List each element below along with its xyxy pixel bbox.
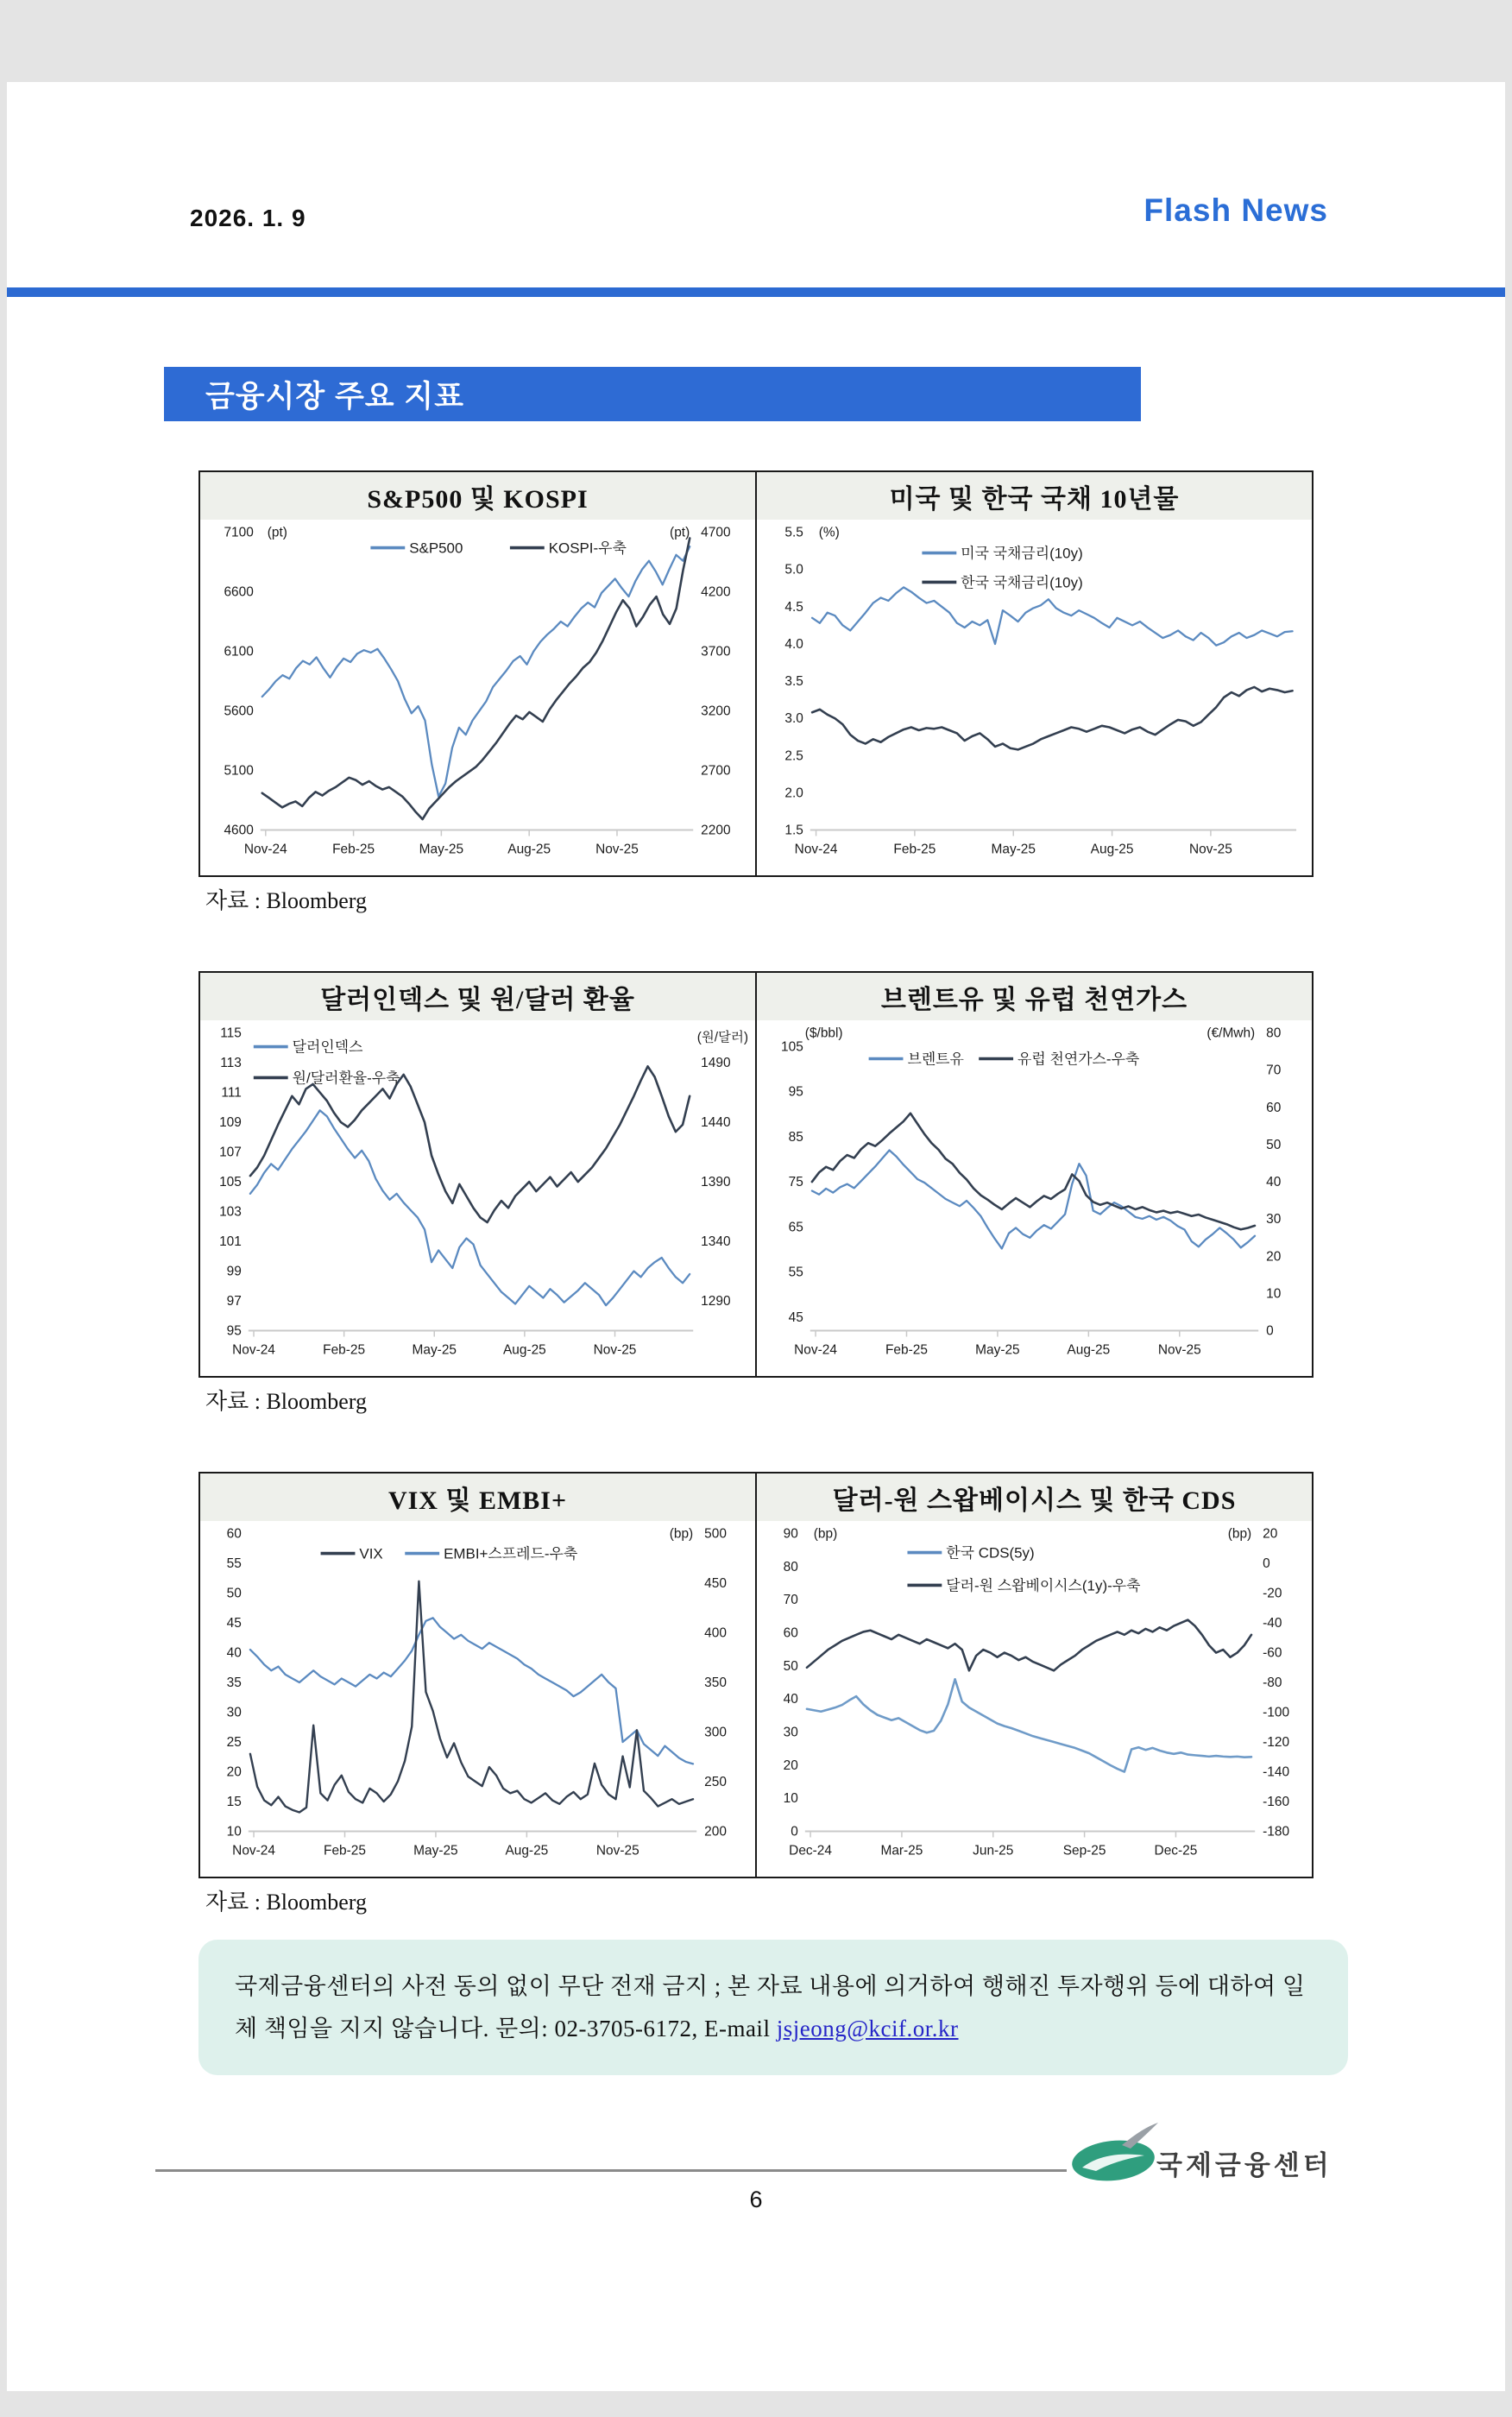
svg-text:60: 60 — [226, 1526, 242, 1542]
report-page — [7, 82, 1505, 2391]
svg-text:5600: 5600 — [224, 704, 254, 719]
svg-text:10: 10 — [226, 1824, 242, 1840]
svg-text:75: 75 — [788, 1175, 803, 1190]
svg-text:Sep-25: Sep-25 — [1062, 1843, 1106, 1859]
svg-text:미국 국채금리(10y): 미국 국채금리(10y) — [961, 545, 1083, 562]
svg-text:10: 10 — [783, 1791, 798, 1807]
svg-text:(%): (%) — [818, 525, 840, 540]
svg-text:(원/달러): (원/달러) — [696, 1030, 749, 1045]
svg-text:0: 0 — [1266, 1323, 1274, 1339]
svg-text:-80: -80 — [1263, 1675, 1282, 1691]
chart-title: S&P500 및 KOSPI — [200, 472, 755, 520]
svg-text:-20: -20 — [1263, 1586, 1282, 1601]
svg-text:250: 250 — [704, 1775, 727, 1790]
source-note-3: 자료 : Bloomberg — [205, 1890, 367, 1915]
svg-text:35: 35 — [226, 1675, 242, 1691]
svg-text:70: 70 — [783, 1593, 798, 1608]
svg-text:2700: 2700 — [701, 763, 731, 779]
svg-text:May-25: May-25 — [419, 842, 464, 857]
svg-text:Mar-25: Mar-25 — [880, 1843, 923, 1859]
svg-text:May-25: May-25 — [975, 1342, 1020, 1358]
svg-text:3200: 3200 — [701, 704, 731, 719]
svg-text:3700: 3700 — [701, 644, 731, 659]
svg-text:1390: 1390 — [701, 1175, 731, 1190]
svg-text:May-25: May-25 — [412, 1342, 457, 1358]
svg-text:Aug-25: Aug-25 — [1067, 1342, 1111, 1358]
svg-text:30: 30 — [226, 1705, 242, 1720]
svg-text:1340: 1340 — [701, 1234, 731, 1250]
svg-text:20: 20 — [226, 1764, 242, 1780]
svg-text:-40: -40 — [1263, 1616, 1282, 1631]
svg-text:55: 55 — [788, 1265, 803, 1280]
svg-text:(bp): (bp) — [669, 1526, 694, 1542]
svg-text:85: 85 — [788, 1129, 803, 1145]
svg-text:Dec-24: Dec-24 — [789, 1843, 832, 1859]
svg-text:105: 105 — [781, 1039, 803, 1055]
svg-text:-140: -140 — [1263, 1764, 1290, 1780]
svg-text:80: 80 — [1266, 1025, 1282, 1041]
svg-text:Aug-25: Aug-25 — [507, 842, 551, 857]
svg-text:(bp): (bp) — [1227, 1526, 1252, 1542]
svg-text:Nov-24: Nov-24 — [232, 1342, 275, 1358]
svg-text:5.0: 5.0 — [784, 562, 803, 577]
page-number: 6 — [749, 2187, 763, 2212]
svg-text:May-25: May-25 — [413, 1843, 458, 1859]
svg-text:Nov-25: Nov-25 — [595, 1843, 639, 1859]
svg-text:Nov-24: Nov-24 — [794, 1342, 837, 1358]
chart-us-kr-10y — [757, 470, 1314, 877]
svg-text:50: 50 — [1266, 1137, 1282, 1152]
svg-text:Feb-25: Feb-25 — [323, 1342, 366, 1358]
svg-text:달러인덱스: 달러인덱스 — [292, 1038, 363, 1056]
svg-text:300: 300 — [704, 1725, 727, 1740]
svg-text:($/bbl): ($/bbl) — [804, 1025, 843, 1041]
footer-divider — [155, 2169, 1067, 2172]
svg-text:400: 400 — [704, 1625, 727, 1641]
svg-text:4200: 4200 — [701, 584, 731, 600]
svg-text:VIX: VIX — [359, 1545, 383, 1562]
svg-text:20: 20 — [1263, 1526, 1278, 1542]
svg-text:99: 99 — [226, 1264, 242, 1279]
svg-text:115: 115 — [220, 1025, 242, 1041]
svg-text:-180: -180 — [1263, 1824, 1290, 1840]
svg-text:S&P500: S&P500 — [409, 540, 463, 557]
svg-text:40: 40 — [1266, 1175, 1282, 1190]
svg-text:-60: -60 — [1263, 1645, 1282, 1661]
report-date: 2026. 1. 9 — [190, 205, 306, 231]
svg-text:97: 97 — [226, 1294, 242, 1309]
svg-text:95: 95 — [226, 1323, 242, 1339]
svg-text:7100: 7100 — [224, 525, 254, 540]
source-note-1: 자료 : Bloomberg — [205, 888, 367, 913]
svg-text:Nov-24: Nov-24 — [232, 1843, 275, 1859]
svg-text:55: 55 — [226, 1556, 242, 1572]
svg-text:4.5: 4.5 — [784, 599, 803, 615]
svg-text:20: 20 — [1266, 1249, 1282, 1265]
svg-text:Aug-25: Aug-25 — [505, 1843, 549, 1859]
section-title: 금융시장 주요 지표 — [205, 379, 464, 413]
vix-embi-plot — [200, 1521, 753, 1877]
svg-text:Nov-25: Nov-25 — [595, 842, 639, 857]
svg-text:한국 CDS(5y): 한국 CDS(5y) — [946, 1544, 1035, 1562]
svg-text:2.5: 2.5 — [784, 748, 803, 764]
chart-row-1 — [198, 470, 1314, 877]
us-kr-10y-plot — [757, 520, 1310, 875]
svg-text:한국 국채금리(10y): 한국 국채금리(10y) — [961, 574, 1083, 591]
brand-title: Flash News — [1143, 192, 1328, 228]
svg-text:60: 60 — [1266, 1100, 1282, 1115]
svg-text:원/달러환율-우축: 원/달러환율-우축 — [292, 1070, 400, 1087]
svg-text:Feb-25: Feb-25 — [893, 842, 936, 857]
svg-text:KOSPI-우축: KOSPI-우축 — [548, 540, 627, 557]
svg-text:1290: 1290 — [701, 1294, 731, 1309]
svg-text:40: 40 — [226, 1645, 242, 1661]
svg-text:50: 50 — [783, 1658, 798, 1674]
svg-text:Feb-25: Feb-25 — [324, 1843, 366, 1859]
svg-text:달러-원 스왑베이시스(1y)-우축: 달러-원 스왑베이시스(1y)-우축 — [946, 1577, 1141, 1594]
svg-text:10: 10 — [1266, 1286, 1282, 1302]
dxy-krw-plot — [200, 1020, 753, 1376]
svg-text:EMBI+스프레드-우축: EMBI+스프레드-우축 — [444, 1545, 578, 1562]
section-header — [164, 367, 1141, 421]
svg-text:0: 0 — [1263, 1556, 1270, 1572]
svg-text:(pt): (pt) — [267, 525, 287, 540]
svg-text:40: 40 — [783, 1692, 798, 1707]
svg-text:105: 105 — [219, 1175, 242, 1190]
svg-text:45: 45 — [226, 1616, 242, 1631]
sp500-kospi-plot — [200, 520, 753, 875]
svg-text:Nov-25: Nov-25 — [1157, 1342, 1201, 1358]
svg-text:450: 450 — [704, 1576, 727, 1592]
chart-brent-gas — [757, 971, 1314, 1378]
svg-text:103: 103 — [219, 1204, 242, 1220]
svg-text:80: 80 — [783, 1559, 798, 1575]
svg-text:Aug-25: Aug-25 — [1090, 842, 1134, 857]
svg-text:2200: 2200 — [701, 823, 731, 838]
svg-text:0: 0 — [791, 1824, 798, 1840]
svg-text:-160: -160 — [1263, 1795, 1290, 1810]
svg-text:4700: 4700 — [701, 525, 731, 540]
svg-text:4.0: 4.0 — [784, 636, 803, 652]
svg-text:1440: 1440 — [701, 1115, 731, 1131]
contact-email-link[interactable]: jsjeong@kcif.or.kr — [776, 2015, 959, 2042]
svg-text:111: 111 — [221, 1085, 242, 1101]
svg-text:-120: -120 — [1263, 1735, 1290, 1751]
svg-text:30: 30 — [1266, 1212, 1282, 1227]
svg-text:25: 25 — [226, 1735, 242, 1751]
svg-text:50: 50 — [226, 1586, 242, 1601]
chart-row-3 — [198, 1472, 1314, 1878]
svg-text:(bp): (bp) — [813, 1526, 838, 1542]
chart-row-2 — [198, 971, 1314, 1378]
svg-text:3.0: 3.0 — [784, 711, 803, 727]
svg-text:Nov-25: Nov-25 — [593, 1342, 637, 1358]
svg-text:유럽 천연가스-우축: 유럽 천연가스-우축 — [1017, 1051, 1140, 1068]
svg-text:60: 60 — [783, 1625, 798, 1641]
source-note-2: 자료 : Bloomberg — [205, 1389, 367, 1414]
chart-title: 달러-원 스왑베이시스 및 한국 CDS — [757, 1474, 1312, 1521]
svg-text:15: 15 — [226, 1795, 242, 1810]
svg-text:65: 65 — [788, 1220, 803, 1235]
svg-text:101: 101 — [219, 1234, 242, 1250]
header-divider — [7, 287, 1505, 297]
chart-title: 달러인덱스 및 원/달러 환율 — [200, 973, 755, 1020]
svg-text:70: 70 — [1266, 1063, 1282, 1078]
disclaimer-box — [198, 1940, 1348, 2075]
svg-text:30: 30 — [783, 1725, 798, 1740]
svg-text:3.5: 3.5 — [784, 674, 803, 690]
svg-text:Jun-25: Jun-25 — [973, 1843, 1014, 1859]
svg-text:May-25: May-25 — [991, 842, 1036, 857]
svg-text:45: 45 — [788, 1309, 803, 1325]
svg-text:6100: 6100 — [224, 644, 254, 659]
chart-sp500-kospi — [198, 470, 757, 877]
chart-title: 미국 및 한국 국채 10년물 — [757, 472, 1312, 520]
brent-gas-plot — [757, 1020, 1310, 1376]
svg-text:6600: 6600 — [224, 584, 254, 600]
svg-text:200: 200 — [704, 1824, 727, 1840]
svg-text:(pt): (pt) — [670, 525, 690, 540]
svg-text:90: 90 — [783, 1526, 798, 1542]
svg-text:-100: -100 — [1263, 1705, 1290, 1720]
kcif-logo-text: 국제금융센터 — [1156, 2150, 1332, 2180]
chart-title: VIX 및 EMBI+ — [200, 1474, 755, 1521]
svg-text:Aug-25: Aug-25 — [502, 1342, 546, 1358]
svg-text:Nov-25: Nov-25 — [1189, 842, 1232, 857]
svg-text:109: 109 — [219, 1115, 242, 1131]
svg-text:Nov-24: Nov-24 — [794, 842, 838, 857]
swap-cds-plot — [757, 1521, 1310, 1877]
svg-text:1.5: 1.5 — [784, 823, 803, 838]
svg-text:Feb-25: Feb-25 — [332, 842, 375, 857]
svg-text:5100: 5100 — [224, 763, 254, 779]
svg-text:500: 500 — [704, 1526, 727, 1542]
svg-text:Nov-24: Nov-24 — [243, 842, 287, 857]
svg-text:107: 107 — [219, 1145, 242, 1160]
svg-text:20: 20 — [783, 1758, 798, 1773]
svg-text:95: 95 — [788, 1084, 803, 1100]
chart-vix-embi — [198, 1472, 757, 1878]
svg-text:113: 113 — [220, 1056, 242, 1071]
disclaimer-text: 국제금융센터의 사전 동의 없이 무단 전재 금지 ; 본 자료 내용에 의거하여 행해진 투자행위 등에 대하여 일체 책임을 지지 않습니다. 문의: 02-3705-6172, E-mail — [235, 1973, 1306, 2042]
svg-text:4600: 4600 — [224, 823, 254, 838]
chart-swap-cds — [757, 1472, 1314, 1878]
svg-text:브렌트유: 브렌트유 — [907, 1051, 964, 1068]
svg-text:2.0: 2.0 — [784, 786, 803, 801]
svg-text:1490: 1490 — [701, 1056, 731, 1071]
svg-text:Dec-25: Dec-25 — [1154, 1843, 1198, 1859]
chart-dxy-krw — [198, 971, 757, 1378]
chart-title: 브렌트유 및 유럽 천연가스 — [757, 973, 1312, 1020]
svg-text:Feb-25: Feb-25 — [885, 1342, 928, 1358]
svg-text:5.5: 5.5 — [784, 525, 803, 540]
svg-text:(€/Mwh): (€/Mwh) — [1206, 1025, 1256, 1041]
svg-text:350: 350 — [704, 1675, 727, 1691]
